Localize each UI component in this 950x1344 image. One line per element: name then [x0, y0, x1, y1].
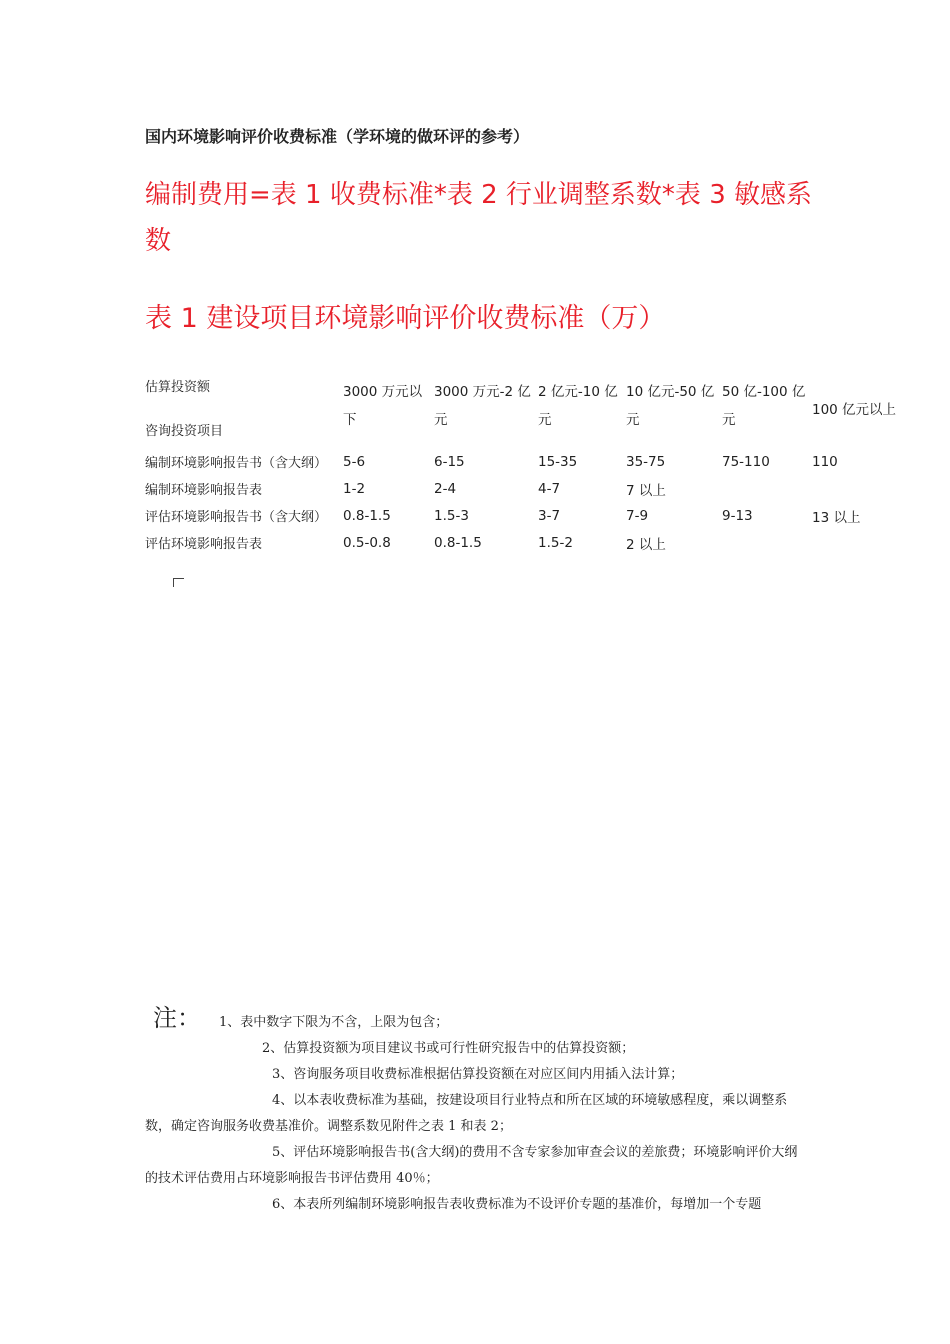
note-item: 2、估算投资额为项目建议书或可行性研究报告中的估算投资额；	[262, 1041, 635, 1056]
table-cell: 9-13	[722, 507, 753, 524]
table-row	[145, 448, 912, 475]
column-header: 3000 万元以下	[343, 384, 423, 428]
note-item: 4、以本表收费标准为基础，按建设项目行业特点和所在区域的环境敏感程度，乘以调整系数，确定咨询服务收费基准价。调整系数见附件之表 1 和表 2；	[145, 1093, 788, 1134]
table-row	[145, 529, 912, 556]
page-title: 国内环境影响评价收费标准（学环境的做环评的参考）	[145, 127, 530, 146]
notes-first-line	[145, 998, 810, 1036]
table-row	[145, 502, 912, 529]
table-cell	[722, 475, 812, 502]
table-cell: 110	[812, 453, 838, 470]
row-label: 评估环境影响报告书（含大纲）	[145, 510, 328, 525]
column-header: 100 亿元以上	[812, 402, 897, 418]
table-header-row	[145, 372, 912, 448]
column-header: 2 亿元-10 亿元	[538, 384, 618, 428]
column-header: 10 亿元-50 亿元	[626, 384, 715, 428]
table-title: 表 1 建设项目环境影响评价收费标准（万）	[145, 303, 666, 334]
table-cell: 6-15	[434, 453, 465, 470]
table-cell: 7-9	[626, 507, 649, 524]
table-cell: 0.8-1.5	[343, 507, 391, 524]
note-item: 3、咨询服务项目收费标准根据估算投资额在对应区间内用插入法计算；	[272, 1067, 684, 1082]
corner-investment-label: 估算投资额	[145, 380, 211, 395]
table-cell: 35-75	[626, 453, 666, 470]
row-label: 评估环境影响报告表	[145, 537, 263, 552]
note-item: 5、评估环境影响报告书(含大纲)的费用不含专家参加审查会议的差旅费；环境影响评价大纲的技术评估费用占环境影响报告书评估费用 40％；	[145, 1145, 798, 1186]
notes-label: 注：	[153, 1004, 201, 1032]
notes-section	[145, 998, 810, 1218]
table-cell: 2 以上	[626, 536, 666, 553]
table-cell: 13 以上	[812, 509, 861, 526]
table-cell: 0.5-0.8	[343, 534, 391, 551]
table-cell: 4-7	[538, 480, 561, 497]
column-header: 3000 万元-2 亿元	[434, 384, 531, 428]
table-cell: 5-6	[343, 453, 366, 470]
table-cell: 1.5-3	[434, 507, 469, 524]
table-cell: 7 以上	[626, 482, 666, 499]
table-corner-cell	[145, 372, 343, 448]
table-cell: 3-7	[538, 507, 561, 524]
note-item: 6、本表所列编制环境影响报告表收费标准为不设评价专题的基准价，每增加一个专题	[272, 1197, 762, 1212]
table-cell: 0.8-1.5	[434, 534, 482, 551]
table-cell	[722, 529, 812, 556]
fee-standard-table	[145, 372, 912, 556]
table-cell: 1.5-2	[538, 534, 573, 551]
table-cell	[812, 529, 912, 556]
column-header: 50 亿-100 亿元	[722, 384, 806, 428]
table-cell	[812, 475, 912, 502]
table-cell: 75-110	[722, 453, 770, 470]
table-cell: 2-4	[434, 480, 457, 497]
fee-formula: 编制费用=表 1 收费标准*表 2 行业调整系数*表 3 敏感系数	[145, 180, 812, 256]
table-cell: 1-2	[343, 480, 366, 497]
row-label: 编制环境影响报告表	[145, 483, 263, 498]
table-row	[145, 475, 912, 502]
table-cell: 15-35	[538, 453, 578, 470]
corner-project-label: 咨询投资项目	[145, 424, 224, 439]
corner-mark	[173, 578, 184, 587]
row-label: 编制环境影响报告书（含大纲）	[145, 456, 328, 471]
note-item: 1、表中数字下限为不含，上限为包含；	[219, 1015, 449, 1030]
